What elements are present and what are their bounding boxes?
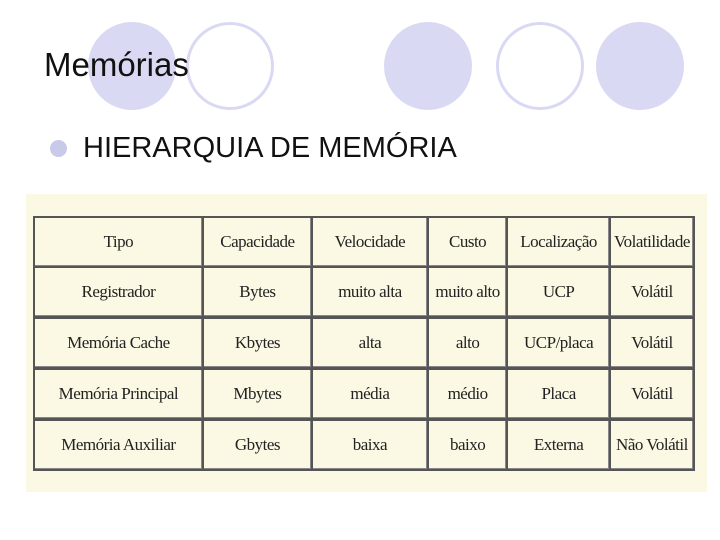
table-cell: baixo — [427, 418, 506, 471]
decorative-circle-4 — [496, 22, 584, 110]
table-cell: Volátil — [609, 367, 695, 418]
header-cell: Tipo — [33, 216, 202, 266]
table-cell: Memória Auxiliar — [33, 418, 202, 471]
bullet-text: HIERARQUIA DE MEMÓRIA — [83, 132, 457, 164]
table-cell: Gbytes — [202, 418, 311, 471]
bullet-dot-icon — [50, 140, 67, 157]
table-row — [33, 266, 695, 316]
header-cell: Localização — [506, 216, 609, 266]
table-cell: Registrador — [33, 266, 202, 316]
table-cell: Não Volátil — [609, 418, 695, 471]
table-row — [33, 316, 695, 367]
table-cell: Externa — [506, 418, 609, 471]
bullet-item — [50, 132, 457, 165]
header-cell: Capacidade — [202, 216, 311, 266]
table-cell: Volátil — [609, 316, 695, 367]
table-cell: Memória Principal — [33, 367, 202, 418]
table-cell: alta — [311, 316, 427, 367]
table-cell: UCP/placa — [506, 316, 609, 367]
memory-hierarchy-table — [33, 216, 695, 471]
table-row — [33, 418, 695, 471]
memory-hierarchy-table-image — [26, 194, 707, 492]
header-cell: Volatilidade — [609, 216, 695, 266]
header-cell: Custo — [427, 216, 506, 266]
decorative-circle-2 — [186, 22, 274, 110]
decorative-circle-5 — [596, 22, 684, 110]
table-cell: Bytes — [202, 266, 311, 316]
header-cell: Velocidade — [311, 216, 427, 266]
slide-title: Memórias — [44, 46, 189, 83]
table-cell: muito alto — [427, 266, 506, 316]
table-cell: alto — [427, 316, 506, 367]
table-cell: Volátil — [609, 266, 695, 316]
table-cell: média — [311, 367, 427, 418]
table-cell: médio — [427, 367, 506, 418]
table-cell: Placa — [506, 367, 609, 418]
decorative-circle-3 — [384, 22, 472, 110]
table-row — [33, 367, 695, 418]
table-cell: Memória Cache — [33, 316, 202, 367]
table-cell: Mbytes — [202, 367, 311, 418]
table-cell: Kbytes — [202, 316, 311, 367]
table-header-row — [33, 216, 695, 266]
table-cell: UCP — [506, 266, 609, 316]
table-cell: baixa — [311, 418, 427, 471]
table-cell: muito alta — [311, 266, 427, 316]
